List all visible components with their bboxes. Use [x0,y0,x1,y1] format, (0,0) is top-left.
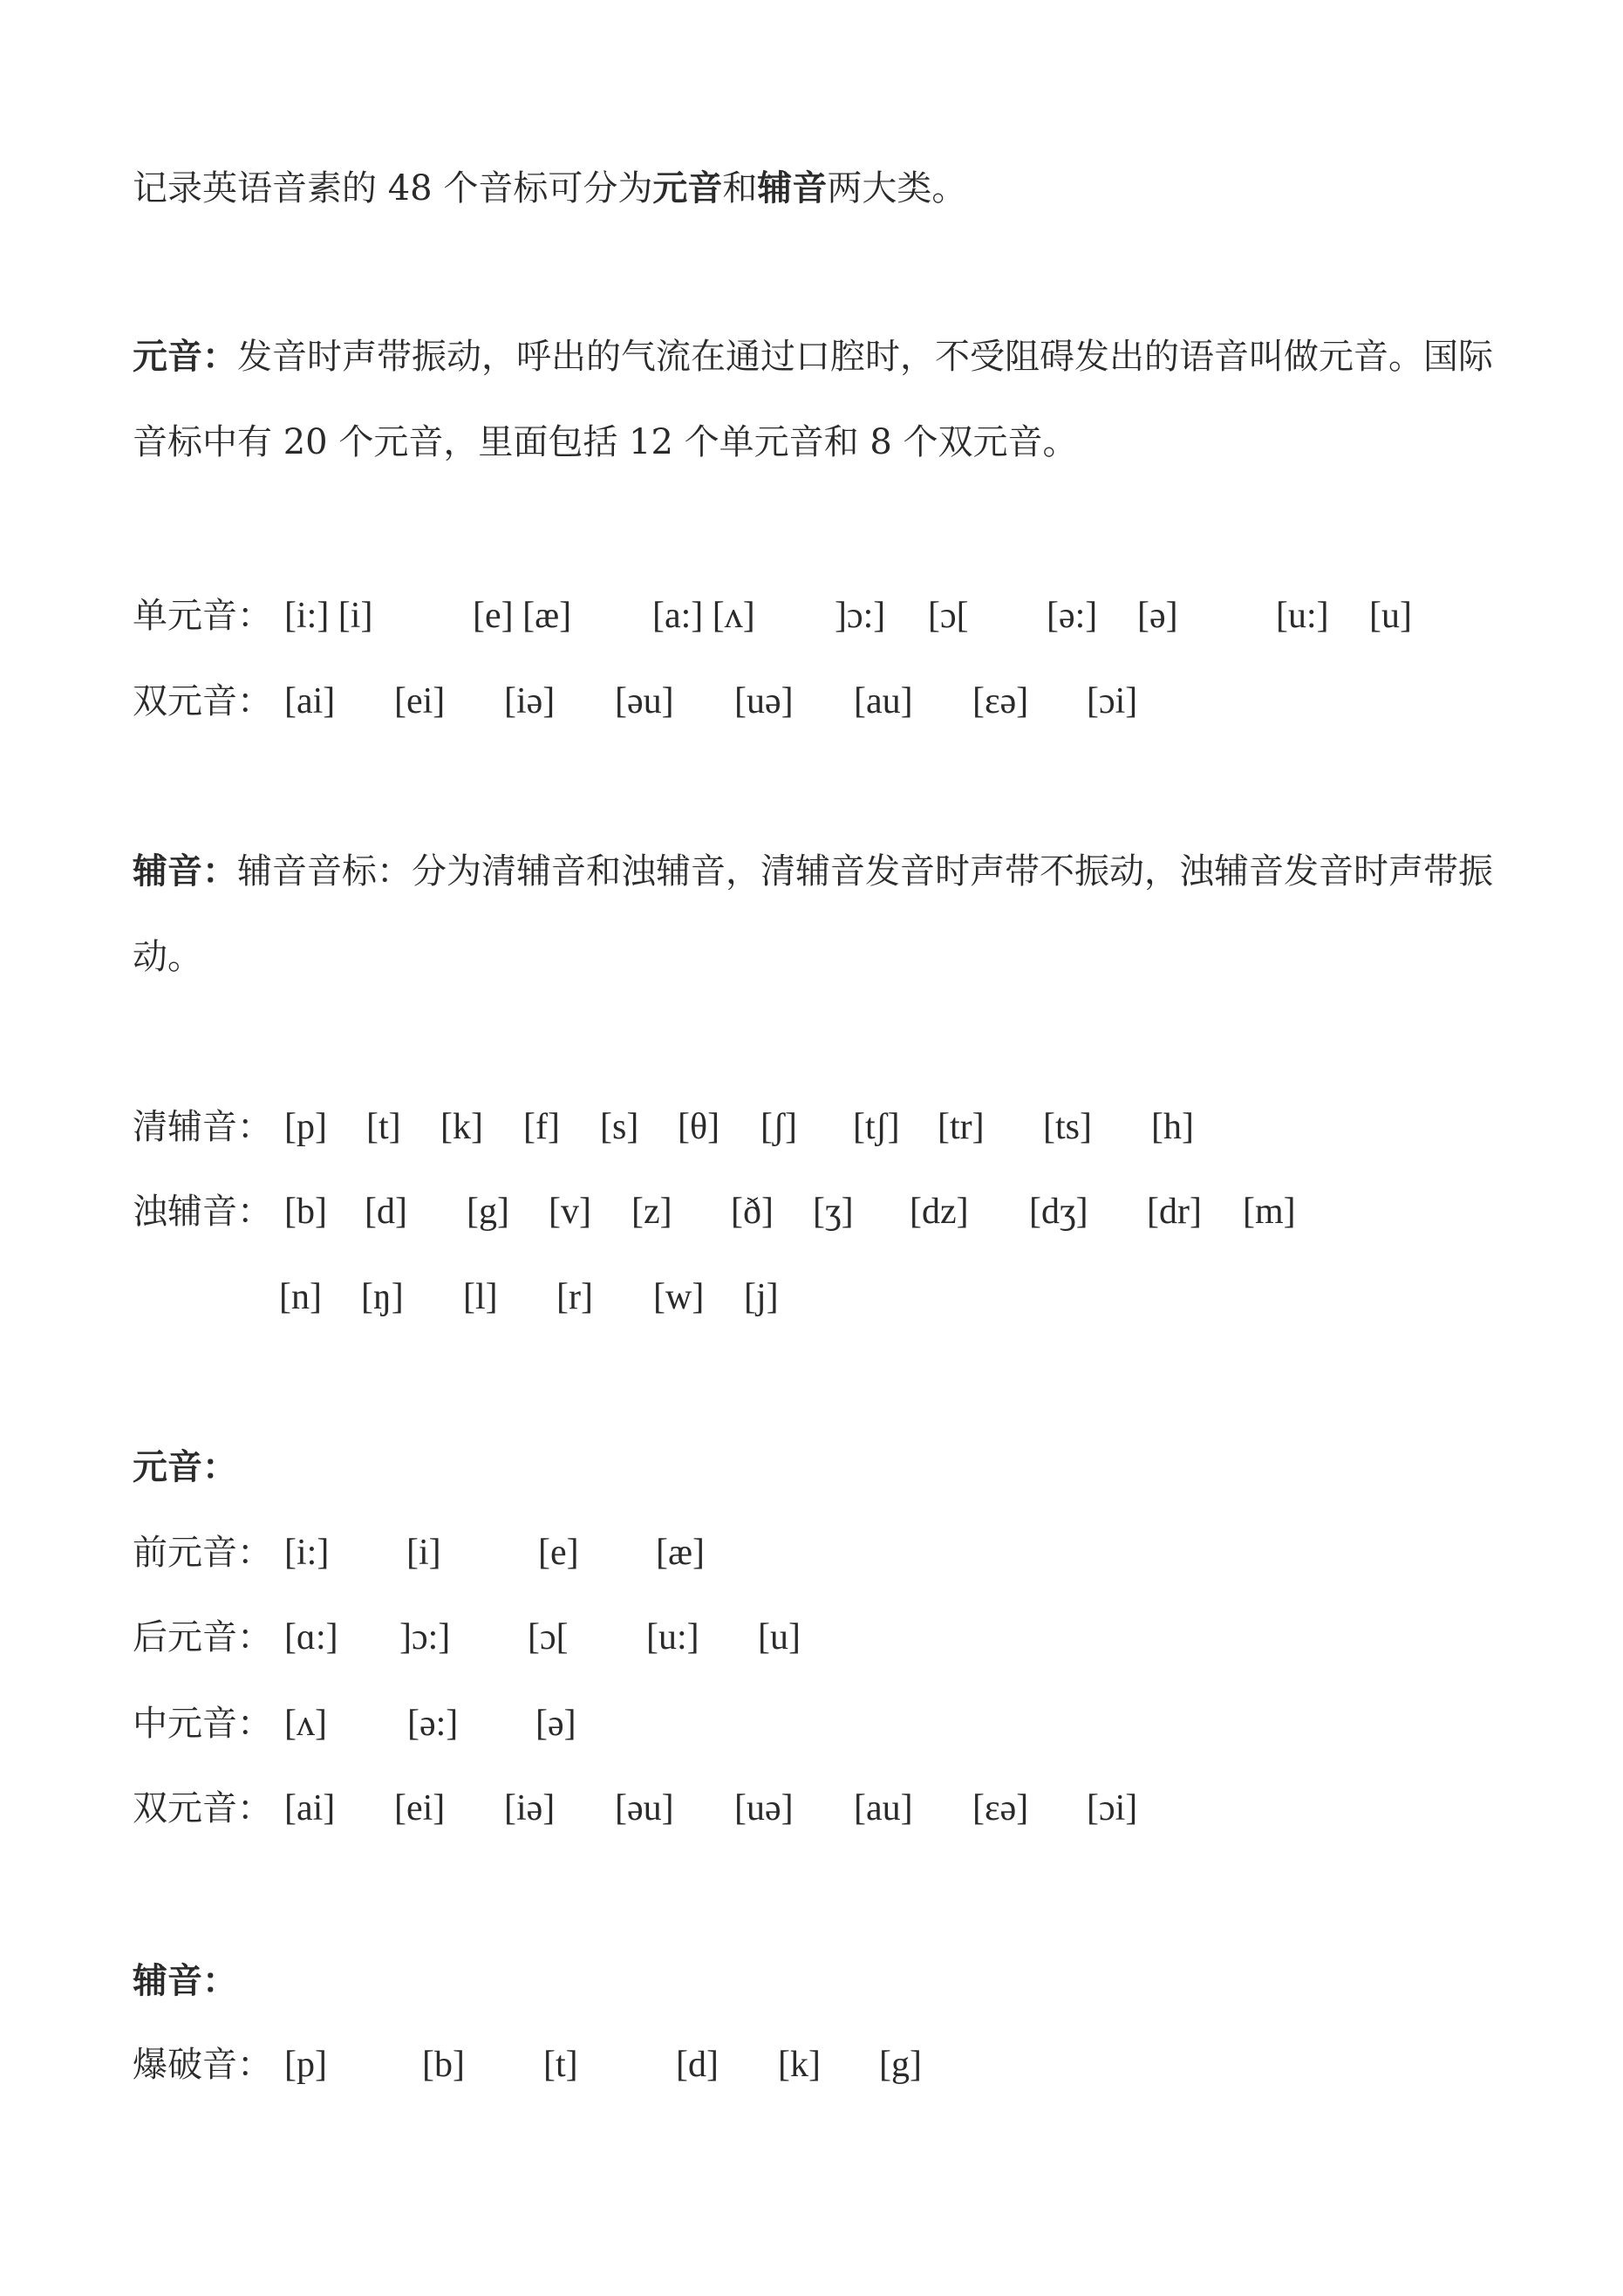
ipa-symbol: [ð] [731,1192,774,1232]
monophthong-row [0,593,1623,639]
ipa-symbol: ]ɔ:] [399,1617,451,1657]
ipa-symbol: [h] [1151,1107,1194,1147]
ipa-symbol: [au] [854,681,913,721]
ipa-symbol: [u:] [646,1617,699,1657]
ipa-symbol: [dʒ] [1029,1192,1088,1232]
voiced-label: 浊辅音： [133,1192,272,1232]
diphthong-label: 双元音： [133,681,272,721]
plosive-row [0,2042,1623,2088]
ipa-symbol: [t] [366,1107,401,1147]
ipa-symbol: [ŋ] [361,1277,404,1317]
ipa-symbol: [i:] [284,1533,330,1573]
ipa-symbol: [a:] [ʌ] [652,596,755,636]
ipa-symbol: [i] [406,1533,441,1573]
ipa-symbol: [ə:] [1047,596,1098,636]
ipa-symbol: [t] [543,2045,578,2085]
ipa-symbol: [iə] [504,1788,556,1828]
voiced-consonant-row-2 [0,1274,1623,1320]
ipa-symbol: [ə:] [407,1704,459,1744]
ipa-symbol: [d] [365,1192,407,1232]
ipa-symbol: [uə] [734,1788,794,1828]
ipa-symbol: [au] [854,1788,913,1828]
front-vowel-label: 前元音： [133,1533,272,1573]
ipa-symbol: [ɔi] [1087,1788,1138,1828]
consonant-definition-paragraph [133,829,1493,1000]
ipa-symbol: [k] [778,2045,821,2085]
monophthong-label: 单元音： [133,596,272,636]
plosive-label: 爆破音： [133,2045,272,2085]
diphthong-row [0,679,1623,724]
ipa-symbol: [u] [758,1617,801,1657]
voiced-consonant-row [0,1189,1623,1234]
diphthong-label-2: 双元音： [133,1788,272,1828]
ipa-symbol: [f] [523,1107,560,1147]
ipa-symbol: [ai] [284,1788,336,1828]
back-vowel-row [0,1615,1623,1660]
vowels-section-heading: 元音： [133,1446,237,1487]
ipa-symbol: [ei] [394,1788,446,1828]
ipa-symbol: [p] [284,2045,327,2085]
ipa-symbol: [z] [631,1192,672,1232]
consonant-definition-text: 辅音音标：分为清辅音和浊辅音，清辅音发音时声带不振动，浊辅音发音时声带振动。 [133,851,1493,977]
consonant-definition-heading: 辅音： [133,851,237,892]
ipa-symbol: [b] [284,1192,327,1232]
ipa-symbol: [n] [279,1277,322,1317]
ipa-symbol: [i:] [i] [284,596,373,636]
intro-text-before: 记录英语音素的 48 个音标可分为 [133,168,653,208]
ipa-symbol: [b] [422,2045,465,2085]
ipa-symbol: [æ] [656,1533,705,1573]
ipa-symbol: [ʌ] [284,1704,327,1744]
ipa-symbol: [j] [744,1277,779,1317]
ipa-symbol: [ɑ:] [284,1617,338,1657]
ipa-symbol: [d] [676,2045,719,2085]
ipa-symbol: [ʃ] [760,1107,797,1147]
ipa-symbol: [v] [549,1192,591,1232]
ipa-symbol: [εə] [972,1788,1029,1828]
ipa-symbol: [e] [538,1533,579,1573]
ipa-symbol: [ɔ[ [528,1617,569,1657]
ipa-symbol: [ai] [284,681,336,721]
ipa-symbol: [u:] [1276,596,1329,636]
ipa-symbol: [ɔi] [1087,681,1138,721]
ipa-symbol: [p] [284,1107,327,1147]
ipa-symbol: [u] [1369,596,1412,636]
diphthong-row-2 [0,1786,1623,1831]
ipa-symbol: [l] [463,1277,498,1317]
back-vowel-label: 后元音： [133,1617,272,1657]
intro-text-mid: 和 [722,168,758,208]
ipa-symbol: [dr] [1147,1192,1202,1232]
vowel-definition-text: 发音时声带振动，呼出的气流在通过口腔时，不受阻碍发出的语音叫做元音。国际音标中有 20 个元音，里面包括 12 个单元音和 8 个双元音。 [133,337,1493,462]
ipa-symbol: [əu] [615,681,674,721]
ipa-symbol: [ts] [1043,1107,1092,1147]
intro-paragraph [133,166,966,211]
ipa-symbol: [θ] [678,1107,720,1147]
ipa-symbol: [ɔ[ [928,596,969,636]
intro-bold-vowel: 元音 [652,167,723,208]
ipa-symbol: [tr] [938,1107,985,1147]
ipa-symbol: [g] [879,2045,922,2085]
vowel-definition-heading: 元音： [133,336,237,377]
central-vowel-row [0,1701,1623,1746]
voiceless-consonant-row [0,1104,1623,1150]
ipa-symbol: [tʃ] [853,1107,900,1147]
ipa-symbol: [w] [653,1277,705,1317]
ipa-symbol: [uə] [734,681,794,721]
intro-bold-consonant: 辅音 [757,167,828,208]
vowel-definition-paragraph [133,314,1493,485]
ipa-symbol: [dz] [910,1192,969,1232]
ipa-symbol: [ə] [1137,596,1178,636]
central-vowel-label: 中元音： [133,1704,272,1744]
consonants-section-heading: 辅音： [133,1960,237,2001]
intro-text-after: 两大类。 [827,168,967,208]
ipa-symbol: ]ɔ:] [835,596,886,636]
ipa-symbol: [ei] [394,681,446,721]
ipa-symbol: [e] [æ] [473,596,572,636]
ipa-symbol: [ʒ] [813,1192,854,1232]
ipa-symbol: [εə] [972,681,1029,721]
ipa-symbol: [ə] [535,1704,576,1744]
front-vowel-row [0,1530,1623,1575]
ipa-symbol: [k] [440,1107,483,1147]
ipa-symbol: [m] [1243,1192,1296,1232]
ipa-symbol: [s] [600,1107,639,1147]
ipa-symbol: [g] [467,1192,509,1232]
ipa-symbol: [iə] [504,681,556,721]
ipa-symbol: [əu] [615,1788,674,1828]
ipa-symbol: [r] [556,1277,593,1317]
voiceless-label: 清辅音： [133,1107,272,1147]
